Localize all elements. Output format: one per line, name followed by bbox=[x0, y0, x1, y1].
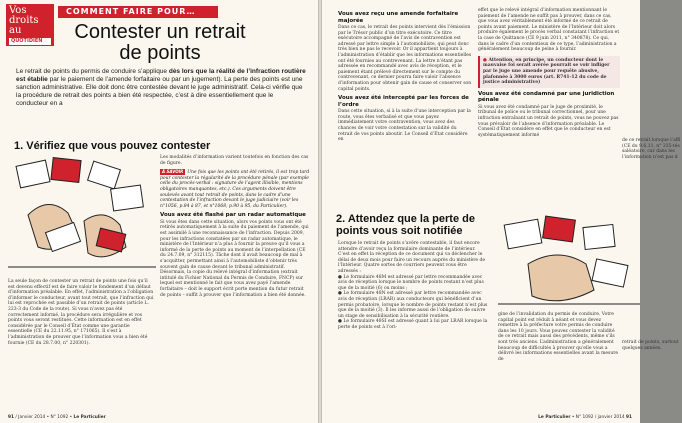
badge-line-3: au bbox=[9, 25, 22, 36]
left-footer-date: Janvier 2014 bbox=[18, 415, 46, 420]
warning-text: Attention, en principe, un conducteur dont le mauvaise foi serait avérée pourrait se voir infliger par le juge une amende pour requête abusive, plafonnée à 3000 euros (art. R741-12 du code de justice administrative) bbox=[483, 57, 610, 86]
savoir-box bbox=[160, 169, 310, 209]
bullet-48si: ● Le formulaire 48SI est adressé quant à lui par LRAR lorsque la perte de points est à l’ori- bbox=[338, 319, 488, 330]
section-1-heading: 1. Vérifiez que vous pouvez contester bbox=[14, 140, 211, 152]
col2-text: effet que le relevé intégral d’information mentionnant le paiement de l’amende ne suffit pas à prouver, dans ce cas, que vous avez véritablement été informé de ce retrait de points avant paiement. Le ministère de l’Intérieur doit alors produire également le procès verbal constatant l’infraction et la case de Quittance (CE 9 juin 2011, n° 340878). Ce qui, dans le cadre d’un contentieux de ce type, l’administration a généralement beaucoup de peine à fournir. bbox=[478, 8, 620, 53]
radar-title: Vous avez été flashé par un radar automatique bbox=[160, 212, 306, 219]
left-page-number: 91 bbox=[8, 415, 14, 420]
lead-paragraph bbox=[16, 68, 306, 108]
lead-part-1: Le retrait de points du permis de conduire s’applique bbox=[16, 68, 169, 75]
illustration-hand-cards-right bbox=[498, 212, 640, 374]
edge-top-text: de ce retrait lorsque l’affi (CE du 9.6.11, n° 335-tés saléatoire, car dans les l’information n’est pas d bbox=[622, 138, 681, 160]
bullet-48n: ● Le formulaire 48N est adressé par lettre recommandée avec avis de réception (LRAR) aux conducteurs qui bénéficient d’un permis probatoire, lorsque le nombre de points restant n’est plus que de la moitié (3). Il les informe aussi de l’obligation de suivre un stage de sensibilisation à la sécurité routière. bbox=[338, 291, 488, 319]
left-page bbox=[0, 0, 318, 423]
col-b-intro: Les modalités d’information varient toutefois en fonction des cas de figure. bbox=[160, 155, 309, 166]
lead-part-bold: dès lors que la réalité de l’infraction routière est établie bbox=[16, 68, 306, 83]
right-column-1 bbox=[338, 8, 472, 208]
section-badge bbox=[6, 4, 54, 46]
left-column-b bbox=[160, 155, 310, 410]
right-column-3 bbox=[338, 241, 488, 409]
warning-box bbox=[478, 56, 620, 88]
right-page-number: 91 bbox=[626, 415, 632, 420]
majoree-text: Dans ce cas, le retrait des points intervient dès l’émission par le Trésor public d’un titre exécutoire. Ce titre exécutoire accompagné de l’avis de contravention est adressé par lettre simple à l’automobiliste, qui peut donc très bien ne pas le recevoir. Or il appartient toujours à l’administration d’établir que les informations essentielles ont été fournies au contrevenant. La lettre n’étant pas adressée en recommandé avec avis de réception, et le paiement étant prélevé directement sur le compte du contrevenant, ce dernier pourra faire valoir l’absence d’information pour obtenir gain de cause et conserver son capital points. bbox=[338, 25, 472, 92]
col4-text: gine de l’invalidation du permis de conduire. Votre capital point est réduit à néant et vous devez remettre à la préfecture votre permis de conduire dans les 10 jours. Vous pouvez contester la validité de ce retrait mais aussi des précédents, même s’ils sont très anciens. L’administration a généralement beaucoup de difficultés à prouver qu’elle vous a délivré les informations essentielles avant la mesure de bbox=[498, 312, 619, 362]
warning-icon: ● bbox=[483, 57, 487, 63]
right-footer: Le Particulier • N° 1092 / janvier 2014 91 bbox=[538, 415, 632, 420]
bullet-48m: ● Le formulaire 48M est adressé par lettre recommandée avec avis de réception lorsque le nombre de points restant n’est plus que de la moitié (6) ou moins ; bbox=[338, 274, 484, 291]
rubric-banner: COMMENT FAIRE POUR… bbox=[58, 6, 218, 18]
lead-part-2: par le paiement de l’amende forfaitaire ou par un jugement). La perte des points est une sanction administrative. Elle doit donc être contestée devant le juge administratif. Cela-ci vérifie que la procédure de retrait des points a bien été respectée, c’est à dire essentiellement que le conducteur en a bbox=[16, 76, 303, 107]
intercepte-text: Dans cette situation, si à la suite d’une interception par la route, vous êtes verbalisé et que vous payez immédiatement votre contravention, vous avez des chances de voir votre contestation sur la validité du retrait de vos points aboutir. Le Conseil d’État considère en bbox=[338, 109, 471, 143]
right-column-2 bbox=[478, 8, 620, 208]
left-footer: 91 / Janvier 2014 • N° 1092 • Le Particulier bbox=[8, 415, 106, 420]
left-footer-mag: Le Particulier bbox=[73, 415, 106, 420]
radar-text: Si vous êtes dans cette situation, alors vos points vous ont été retirés automatiquement à la suite du paiement de l’amende, qui est assimilé à une reconnaissance de l’infraction. Depuis 2009, pour les infractions constatées par un radar automatique, le ministère de l’Intérieur n’a plus à fournir la preuve qu’il vous a informé de la perte de points au moment de l’interpellation (CE du 24.7.09, n° 312115). Tâche dont il avait beaucoup de mal à s’acquitter, permettant ainsi à l’automobiliste d’obtenir très souvent gain de cause devant le tribunal administratif. Désormais, la copie du relevé intégral d’information (extrait intitulé du Fichier National du Permis de Conduire, FNCP) sur lequel est mentionné le fait que vous avez payé l’amende forfaitaire – doit le support écrit porte mention du futur retrait de points – suffit à prouver que l’information a bien été donnée. bbox=[160, 219, 309, 298]
edge-bottom-text: retrait de points, surtout quelques années. bbox=[622, 340, 679, 351]
badge-line-1: Vos bbox=[9, 5, 27, 16]
col-a-text: La seule façon de contester un retrait de points une fois qu’il est devenu effectif est de faire valoir le fondement d’un défaut d’information préalable. En effet, l’administration a l’obligation d’informer le conducteur, avant tout retrait, que l’infraction qui lui est reprochée est passible d’un retrait de points (article L. 223-3 du Code de la route). Si vous n’avez pas été correctement informé, la procédure sera irrégulière et vos points vous seront restitués. Cette information est en effet considérée par le Conseil d’État comme une garantie essentielle (CE du 22.11.95, n° 171065). Il s’est à l’administration de prouver que l’information vous a bien été fournie (CE du 28.7.00, n° 220301). bbox=[8, 279, 154, 346]
right-footer-issue: N° 1092 bbox=[575, 415, 594, 420]
right-page bbox=[322, 0, 681, 423]
penal-title: Vous avez été condamné par une juridiction pénale bbox=[478, 90, 615, 104]
hand-cards-drawing-right bbox=[498, 212, 640, 308]
right-footer-date: janvier 2014 bbox=[597, 415, 625, 420]
intercepte-title: Vous avez été intercepté par les forces de l’ordre bbox=[338, 95, 469, 108]
hand-cards-drawing bbox=[8, 155, 156, 275]
badge-tag: QUOTIDIEN bbox=[9, 38, 51, 45]
penal-text: Si vous avez été condamné par le juge de proximité, le tribunal de police ou le tribunal correctionnel, pour une infraction entraînant un retrait de points, vous ne pouvez pas vous prévaloir de l’absence d’information préalable. Le Conseil d’État considère en effet que le conducteur en est systématiquement informé bbox=[478, 104, 619, 138]
right-edge-overflow-bottom bbox=[622, 340, 679, 370]
savoir-tag: À SAVOIR bbox=[162, 169, 184, 175]
majoree-title: Vous avez reçu une amende forfaitaire majorée bbox=[338, 11, 459, 24]
left-footer-issue: N° 1092 bbox=[50, 415, 69, 420]
savoir-text: Une fois que les points ont été retirés, il est trop tard pour contester la régularité de la procédure pénale (par exemple celle du procès-verbal : signature de l’agent illisible, mentions obligatoires manquantes, etc.). Ces arguments doivent être soulevés avant tout retrait de points, dans le cadre d’une contestation de l’infraction devant le juge judiciaire (voir les n°1056, p.84 à 87, et n°1068, p.90 à 95, du Particulier). bbox=[160, 170, 310, 209]
section-2-heading: 2. Attendez que la perte de points vous soit notifiée bbox=[336, 213, 475, 237]
article-title: Contester un retrait de points bbox=[74, 21, 246, 64]
col3-text: Lorsque le retrait de points s’avère contestable, il faut encore attendre d’avoir reçu la formulaire dominante de l’intérieur. C’est en effet la réception de ce document qui va déclencher le délai de deux mois pour faire un recours auprès du ministère de l’Intérieur. Quatre sortes de courriers peuvent vous être adressés : bbox=[338, 241, 486, 274]
illustration-fingers-cards bbox=[8, 155, 156, 346]
right-footer-mag: Le Particulier bbox=[538, 415, 571, 420]
badge-line-2: droits bbox=[9, 15, 39, 26]
right-edge-overflow-top bbox=[622, 138, 681, 188]
